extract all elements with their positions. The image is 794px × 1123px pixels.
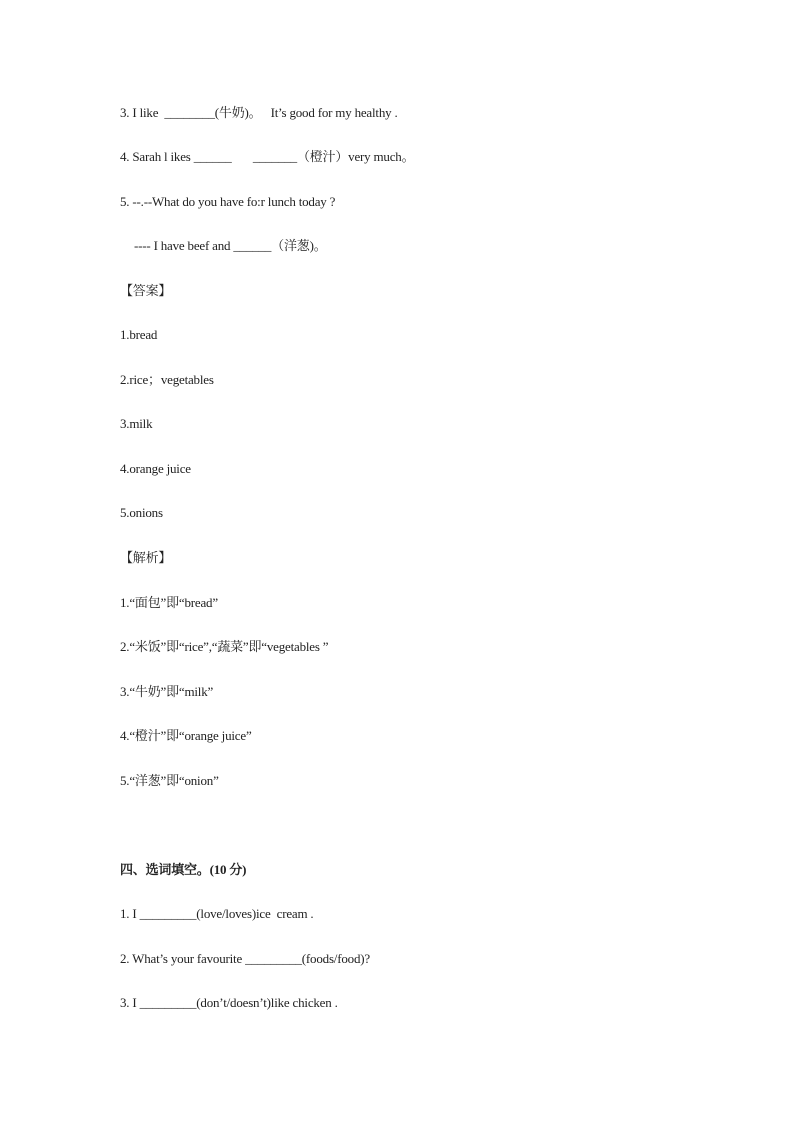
answer-3: 3.milk [120, 416, 153, 431]
analysis-2: 2.“米饭”即“rice”,“蔬菜”即“vegetables ” [120, 639, 329, 654]
section-4-item-1: 1. I _________(love/loves)ice cream . [120, 906, 314, 921]
analysis-4: 4.“橙汁”即“orange juice” [120, 728, 252, 743]
question-5-reply: ---- I have beef and ______（洋葱)。 [134, 238, 327, 253]
analysis-5: 5.“洋葱”即“onion” [120, 773, 219, 788]
answer-4: 4.orange juice [120, 461, 191, 476]
question-5: 5. --.--What do you have fo:r lunch today ? [120, 194, 336, 209]
answer-2: 2.rice；vegetables [120, 372, 214, 387]
answer-5: 5.onions [120, 505, 163, 520]
analysis-heading: 【解析】 [120, 550, 172, 565]
section-4-item-3: 3. I _________(don’t/doesn’t)like chicken . [120, 995, 338, 1010]
section-4-item-2: 2. What’s your favourite _________(foods/food)? [120, 951, 370, 966]
analysis-1: 1.“面包”即“bread” [120, 595, 218, 610]
question-3: 3. I like ________(牛奶)。 It’s good for my healthy . [120, 105, 398, 120]
question-4: 4. Sarah l ikes ______ _______（橙汁）very much。 [120, 149, 415, 164]
analysis-3: 3.“牛奶”即“milk” [120, 684, 214, 699]
section-4-heading: 四、选词填空。(10 分) [120, 862, 247, 877]
answer-heading: 【答案】 [120, 283, 172, 298]
answer-1: 1.bread [120, 327, 158, 342]
